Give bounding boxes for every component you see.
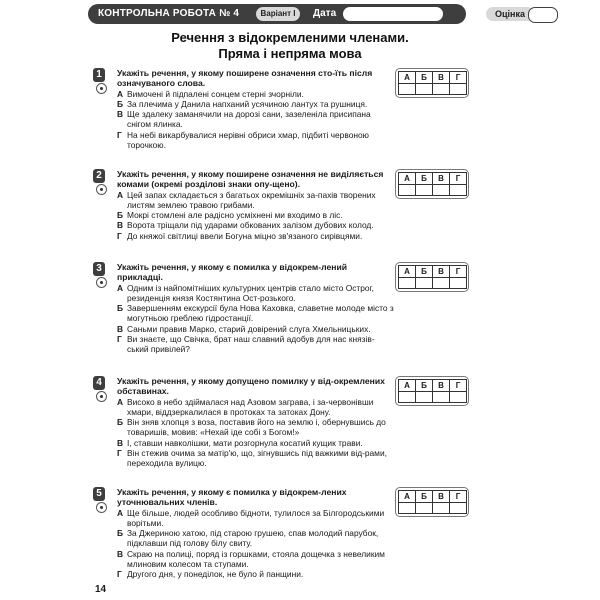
question-number: 5 — [93, 487, 105, 501]
option-letter: В — [117, 323, 124, 334]
option-text: Завершенням екскурсії була Нова Каховка, славетне молоде місто з могутньою греблею гідростанції. — [127, 303, 394, 324]
test-header-bar — [88, 4, 525, 24]
option-c — [117, 438, 395, 448]
answer-letter: Б — [415, 379, 433, 392]
option-text: І, ставши навколішки, мати розгорнула косатий кущик трави. — [127, 437, 363, 448]
option-letter: В — [117, 548, 124, 559]
bullet-icon — [96, 277, 107, 288]
answer-grid-3 — [398, 265, 466, 289]
option-b — [117, 210, 395, 220]
question-2 — [95, 169, 395, 241]
option-c — [117, 549, 395, 569]
option-letter: А — [117, 396, 124, 407]
answer-letter: Б — [415, 490, 433, 503]
option-a — [117, 283, 395, 303]
answer-grid-4 — [398, 379, 466, 403]
answer-letter: А — [398, 71, 416, 84]
option-letter: Б — [117, 99, 124, 110]
option-c — [117, 324, 395, 334]
question-stem: Укажіть речення, у якому поширене означення не виділяється комами (окремі розділові знаки опу-щено). — [117, 169, 384, 190]
option-text: Він стежив очима за матір'ю, що, зігнувшись під важкими від-рами, переходила вулицю. — [127, 447, 387, 469]
test-title: КОНТРОЛЬНА РОБОТА № 4 — [98, 8, 240, 19]
option-letter: Г — [117, 333, 122, 344]
option-d — [117, 130, 395, 150]
option-d — [117, 334, 395, 354]
answer-grid-frame — [395, 169, 469, 199]
page-title: Речення з відокремленими членами. — [171, 30, 409, 45]
option-letter: Г — [117, 447, 122, 458]
bullet-icon — [96, 391, 107, 402]
answer-letter: Г — [449, 71, 467, 84]
option-a — [117, 397, 395, 417]
option-letter: Б — [117, 303, 124, 314]
option-b — [117, 528, 395, 548]
option-letter: Б — [117, 528, 124, 539]
answer-letter: Б — [415, 265, 433, 278]
option-text: За Джериною хатою, під старою грушею, спав молодий парубок, підклавши під голову білу свиту. — [127, 528, 379, 549]
answer-letter: В — [432, 265, 450, 278]
answer-letter: В — [432, 71, 450, 84]
option-text: Ще здалеку заманячили на дорозі сани, зазеленіла присипана снігом ялинка. — [127, 109, 371, 130]
answer-letter: Г — [449, 379, 467, 392]
date-field[interactable] — [343, 7, 443, 21]
option-a — [117, 89, 395, 99]
question-stem: Укажіть речення, у якому поширене означення сто-їть після означуваного слова. — [117, 68, 373, 89]
answer-letter: В — [432, 379, 450, 392]
question-4 — [95, 376, 395, 468]
answer-letter: А — [398, 265, 416, 278]
option-text: На небі викарбувалися нерівні обриси хмар, підбиті червоною торочкою. — [127, 129, 369, 150]
option-text: Ви знаєте, що Свічка, брат наш славний адобув для нас князів-ський привілей? — [127, 333, 375, 355]
answer-grid-frame — [395, 68, 469, 98]
question-3 — [95, 262, 395, 354]
option-b — [117, 99, 395, 109]
bullet-icon — [96, 502, 107, 513]
option-text: До княжої світлиці ввели Богуна міцно зв'язаного сирівцями. — [127, 230, 363, 241]
grade-field[interactable] — [528, 7, 558, 23]
question-number: 2 — [93, 169, 105, 183]
question-number: 1 — [93, 68, 105, 82]
bullet-icon — [96, 83, 107, 94]
option-letter: Б — [117, 210, 124, 221]
answer-grid-2 — [398, 172, 466, 196]
option-d — [117, 448, 395, 468]
option-letter: В — [117, 437, 124, 448]
option-letter: В — [117, 109, 124, 120]
variant-badge: Варіант І — [256, 7, 300, 21]
bullet-icon — [96, 184, 107, 195]
page-number: 14 — [95, 584, 107, 595]
answer-grid-frame — [395, 487, 469, 517]
option-letter: А — [117, 88, 124, 99]
question-1 — [95, 68, 395, 150]
answer-letter: Г — [449, 265, 467, 278]
option-letter: А — [117, 507, 124, 518]
option-text: Вимочені й підпалені сонцем стерні зчорніли. — [127, 88, 304, 99]
question-number: 3 — [93, 262, 105, 276]
option-text: Ще більше, людей особливо бідноти, тулилося за Білгородськими ворітьми. — [127, 507, 385, 529]
option-d — [117, 569, 395, 579]
answer-letter: Г — [449, 490, 467, 503]
option-letter: Г — [117, 569, 122, 580]
option-text: Він зняв хлопця з воза, поставив його на землю і, обернувшись до товаришів, мовив: «Нехай іде собі з Богом!» — [127, 417, 386, 438]
question-stem: Укажіть речення, у якому є помилка у відокрем-лений прикладці. — [117, 262, 348, 283]
option-text: Ворота тріщали під ударами обкованих залізом дубових колод. — [127, 220, 374, 231]
option-d — [117, 231, 395, 241]
option-letter: Г — [117, 230, 122, 241]
option-text: Цей запах складається з багатьох окремішніх за-пахів творених листям землею травою грибами. — [127, 189, 376, 211]
option-letter: А — [117, 282, 124, 293]
answer-letter: А — [398, 172, 416, 185]
answer-letter: А — [398, 379, 416, 392]
question-5 — [95, 487, 395, 579]
grade-label: Оцінка — [486, 7, 534, 21]
option-text: Одним із найпомітніших культурних центрів стало місто Острог, резиденція князя Костянтина Ост-розького. — [127, 282, 374, 304]
option-c — [117, 220, 395, 230]
question-number: 4 — [93, 376, 105, 390]
answer-letter: Г — [449, 172, 467, 185]
answer-grid-frame — [395, 376, 469, 406]
option-text: Другого дня, у понеділок, не було й панщини. — [127, 569, 304, 580]
option-b — [117, 417, 395, 437]
option-text: За плечима у Данила напханий усячиною лантух та рушниця. — [127, 99, 368, 110]
answer-grid-frame — [395, 262, 469, 292]
answer-letter: В — [432, 172, 450, 185]
option-letter: Г — [117, 129, 122, 140]
page-subtitle: Пряма і непряма мова — [218, 46, 362, 61]
option-c — [117, 109, 395, 129]
answer-letter: А — [398, 490, 416, 503]
answer-grid-5 — [398, 490, 466, 514]
answer-letter: В — [432, 490, 450, 503]
option-letter: В — [117, 220, 124, 231]
option-b — [117, 303, 395, 323]
option-letter: Б — [117, 417, 124, 428]
question-stem: Укажіть речення, у якому допущено помилку у від-окремлених обставинах. — [117, 376, 385, 397]
option-text: Саньми правив Марко, старий довірений слуга Хмельницьких. — [127, 323, 371, 334]
option-text: Високо в небо здіймалася над Азовом заграва, і за-червонівши хмари, віддзеркалилася в протоках та затоках Дону. — [127, 396, 374, 418]
answer-grid-1 — [398, 71, 466, 95]
option-a — [117, 190, 395, 210]
answer-letter: Б — [415, 172, 433, 185]
answer-letter: Б — [415, 71, 433, 84]
question-stem: Укажіть речення, у якому є помилка у відокрем-лених уточнювальних членів. — [117, 487, 347, 508]
date-label: Дата — [313, 8, 337, 19]
option-text: Мокрі стомлені але радісно усміхнені ми входимо в ліс. — [127, 210, 343, 221]
option-a — [117, 508, 395, 528]
option-text: Скраю на полиці, поряд із горшками, стояла дощечка з невеликим млиновим колесом та ступами. — [127, 548, 385, 569]
option-letter: А — [117, 189, 124, 200]
